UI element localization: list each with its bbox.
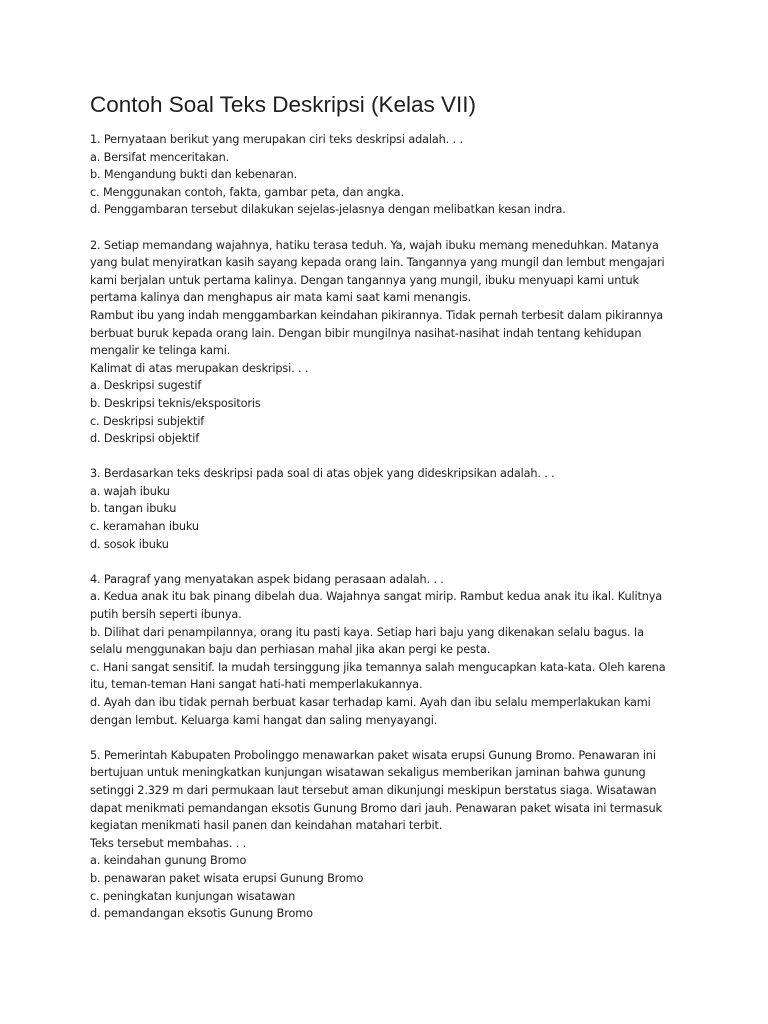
- question-3-option-b: b. tangan ibuku: [90, 502, 177, 516]
- question-2-option-c: c. Deskripsi subjektif: [90, 414, 205, 428]
- question-1-stem: 1. Pernyataan berikut yang merupakan ciri teks deskripsi adalah. . .: [90, 133, 463, 146]
- question-2-passage-line: mengalir ke telinga kami.: [90, 344, 231, 358]
- question-4-option-c-cont: itu, teman-teman Hani sangat hati-hati memperlakukannya.: [90, 678, 423, 692]
- question-4-option-c: c. Hani sangat sensitif. Ia mudah tersinggung jika temannya salah mengucapkan kata-kata. Oleh karena: [90, 660, 666, 674]
- question-2-passage-line: Rambut ibu yang indah menggambarkan keindahan pikirannya. Tidak pernah terbesit dalam pikirannya: [90, 308, 664, 322]
- question-3: [90, 465, 690, 553]
- question-1-option-a: a. Bersifat menceritakan.: [90, 150, 230, 164]
- question-5-option-a: a. keindahan gunung Bromo: [90, 854, 247, 868]
- question-2-passage-line: berbuat buruk kepada orang lain. Dengan bibir mungilnya nasihat-nasihat indah tentang kehidupan: [90, 326, 642, 340]
- question-4-option-b: b. Dilihat dari penampilannya, orang itu pasti kaya. Setiap hari baju yang dikenakan selalu bagus. Ia: [90, 625, 644, 639]
- question-5-passage-line: setinggi 2.329 m dari permukaan laut tersebut aman dikunjungi meskipun berstatus siaga. Wisatawan: [90, 783, 657, 797]
- question-2-option-a: a. Deskripsi sugestif: [90, 379, 202, 393]
- question-2-passage-line: yang bulat menyiratkan kasih sayang kepada orang lain. Tangannya yang mungil dan lembut mengajari: [90, 256, 665, 270]
- question-2-passage-line: pertama kalinya dan menghapus air mata kami saat kami menangis.: [90, 291, 472, 305]
- question-2-passage-line: kami berjalan untuk pertama kalinya. Dengan tangannya yang mungil, ibuku menyuapi kami untuk: [90, 273, 639, 287]
- question-5: [90, 747, 690, 923]
- page-title: Contoh Soal Teks Deskripsi (Kelas VII): [90, 92, 476, 117]
- question-2-stem: Kalimat di atas merupakan deskripsi. . .: [90, 361, 309, 375]
- question-2-option-b: b. Deskripsi teknis/ekspositoris: [90, 396, 261, 410]
- question-4-option-a: a. Kedua anak itu bak pinang dibelah dua. Wajahnya sangat mirip. Rambut kedua anak itu ikal. Kulitnya: [90, 590, 663, 604]
- question-4-option-d: d. Ayah dan ibu tidak pernah berbuat kasar terhadap kami. Ayah dan ibu selalu memperlakukan kami: [90, 696, 651, 709]
- question-5-option-d: d. pemandangan eksotis Gunung Bromo: [90, 907, 313, 921]
- question-1-option-b: b. Mengandung bukti dan kebenaran.: [90, 168, 298, 182]
- question-1-option-c: c. Menggunakan contoh, fakta, gambar peta, dan angka.: [90, 185, 404, 199]
- question-3-option-d: d. sosok ibuku: [90, 537, 169, 551]
- question-3-option-c: c. keramahan ibuku: [90, 520, 199, 534]
- question-5-stem: Teks tersebut membahas. . .: [90, 836, 247, 850]
- document-body: [90, 131, 690, 940]
- question-5-option-c: c. peningkatan kunjungan wisatawan: [90, 889, 296, 903]
- question-5-passage-line: bertujuan untuk meningkatkan kunjungan wisatawan sekaligus memberikan jaminan bahwa gunung: [90, 766, 646, 780]
- question-3-stem: 3. Berdasarkan teks deskripsi pada soal di atas objek yang dideskripsikan adalah. . .: [90, 467, 555, 481]
- question-1: [90, 131, 690, 219]
- question-4: [90, 571, 690, 729]
- question-5-passage-line: kegiatan menikmati hasil panen dan keindahan matahari terbit.: [90, 819, 443, 833]
- question-2-passage-line: 2. Setiap memandang wajahnya, hatiku terasa teduh. Ya, wajah ibuku memang meneduhkan. Matanya: [90, 238, 659, 252]
- question-2: [90, 237, 690, 448]
- question-4-stem: 4. Paragraf yang menyatakan aspek bidang perasaan adalah. . .: [90, 572, 444, 586]
- question-5-passage-line: 5. Pemerintah Kabupaten Probolinggo menawarkan paket wisata erupsi Gunung Bromo. Penawaran ini: [90, 748, 656, 762]
- question-4-option-d-cont: dengan lembut. Keluarga kami hangat dan saling menyayangi.: [90, 713, 438, 727]
- question-3-option-a: a. wajah ibuku: [90, 484, 170, 498]
- question-2-option-d: d. Deskripsi objektif: [90, 432, 200, 446]
- question-4-option-b-cont: selalu menggunakan baju dan perhiasan mahal jika akan pergi ke pesta.: [90, 643, 491, 657]
- question-1-option-d: d. Penggambaran tersebut dilakukan sejelas-jelasnya dengan melibatkan kesan indra.: [90, 203, 566, 217]
- question-5-passage-line: dapat menikmati pemandangan eksotis Gunung Bromo dari jauh. Penawaran paket wisata ini termasuk: [90, 801, 662, 815]
- question-4-option-a-cont: putih bersih seperti ibunya.: [90, 608, 242, 622]
- question-5-option-b: b. penawaran paket wisata erupsi Gunung Bromo: [90, 871, 364, 885]
